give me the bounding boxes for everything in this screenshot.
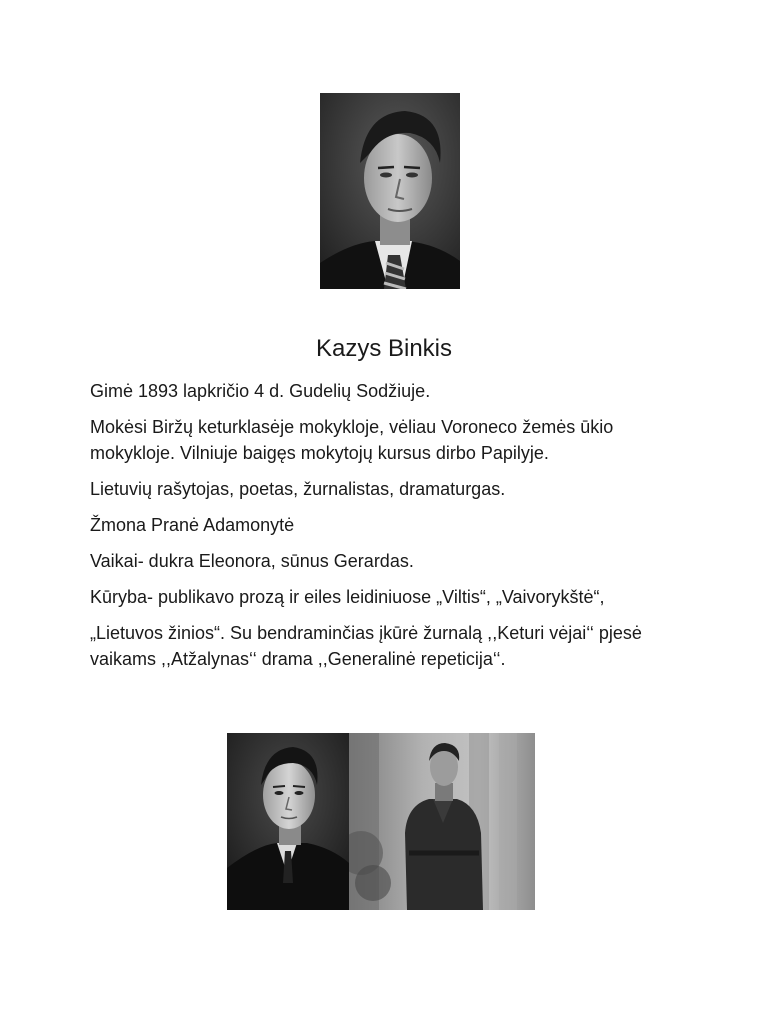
paragraph-education: Mokėsi Biržų keturklasėje mokykloje, vėliau Voroneco žemės ūkio mokykloje. Vilniuje baigęs mokytojų kursus dirbo Papilyje. — [90, 417, 614, 463]
paragraph-children: Vaikai- dukra Eleonora, sūnus Gerardas. — [90, 551, 414, 571]
biography-text — [90, 378, 690, 682]
paragraph-spouse: Žmona Pranė Adamonytė — [90, 515, 295, 535]
portrait-photo — [320, 93, 460, 289]
portrait-photo-young — [227, 733, 349, 910]
paragraph-birth: Gimė 1893 lapkričio 4 d. Gudelių Sodžiuje. — [90, 381, 431, 401]
page-title: Kazys Binkis — [315, 335, 453, 362]
photo-collage — [227, 733, 535, 910]
uniform-photo — [349, 733, 535, 910]
paragraph-works: Kūryba- publikavo prozą ir eiles leidiniuose „Viltis“, „Vaivorykštė“, — [90, 587, 605, 607]
paragraph-profession: Lietuvių rašytojas, poetas, žurnalistas, dramaturgas. — [90, 479, 506, 499]
paragraph-works-continued: „Lietuvos žinios“. Su bendraminčias įkūrė žurnalą ,,Keturi vėjai‘‘ pjesė vaikams ,,Atžalynas‘‘ drama ,,Generalinė repeticija‘‘. — [90, 623, 642, 669]
